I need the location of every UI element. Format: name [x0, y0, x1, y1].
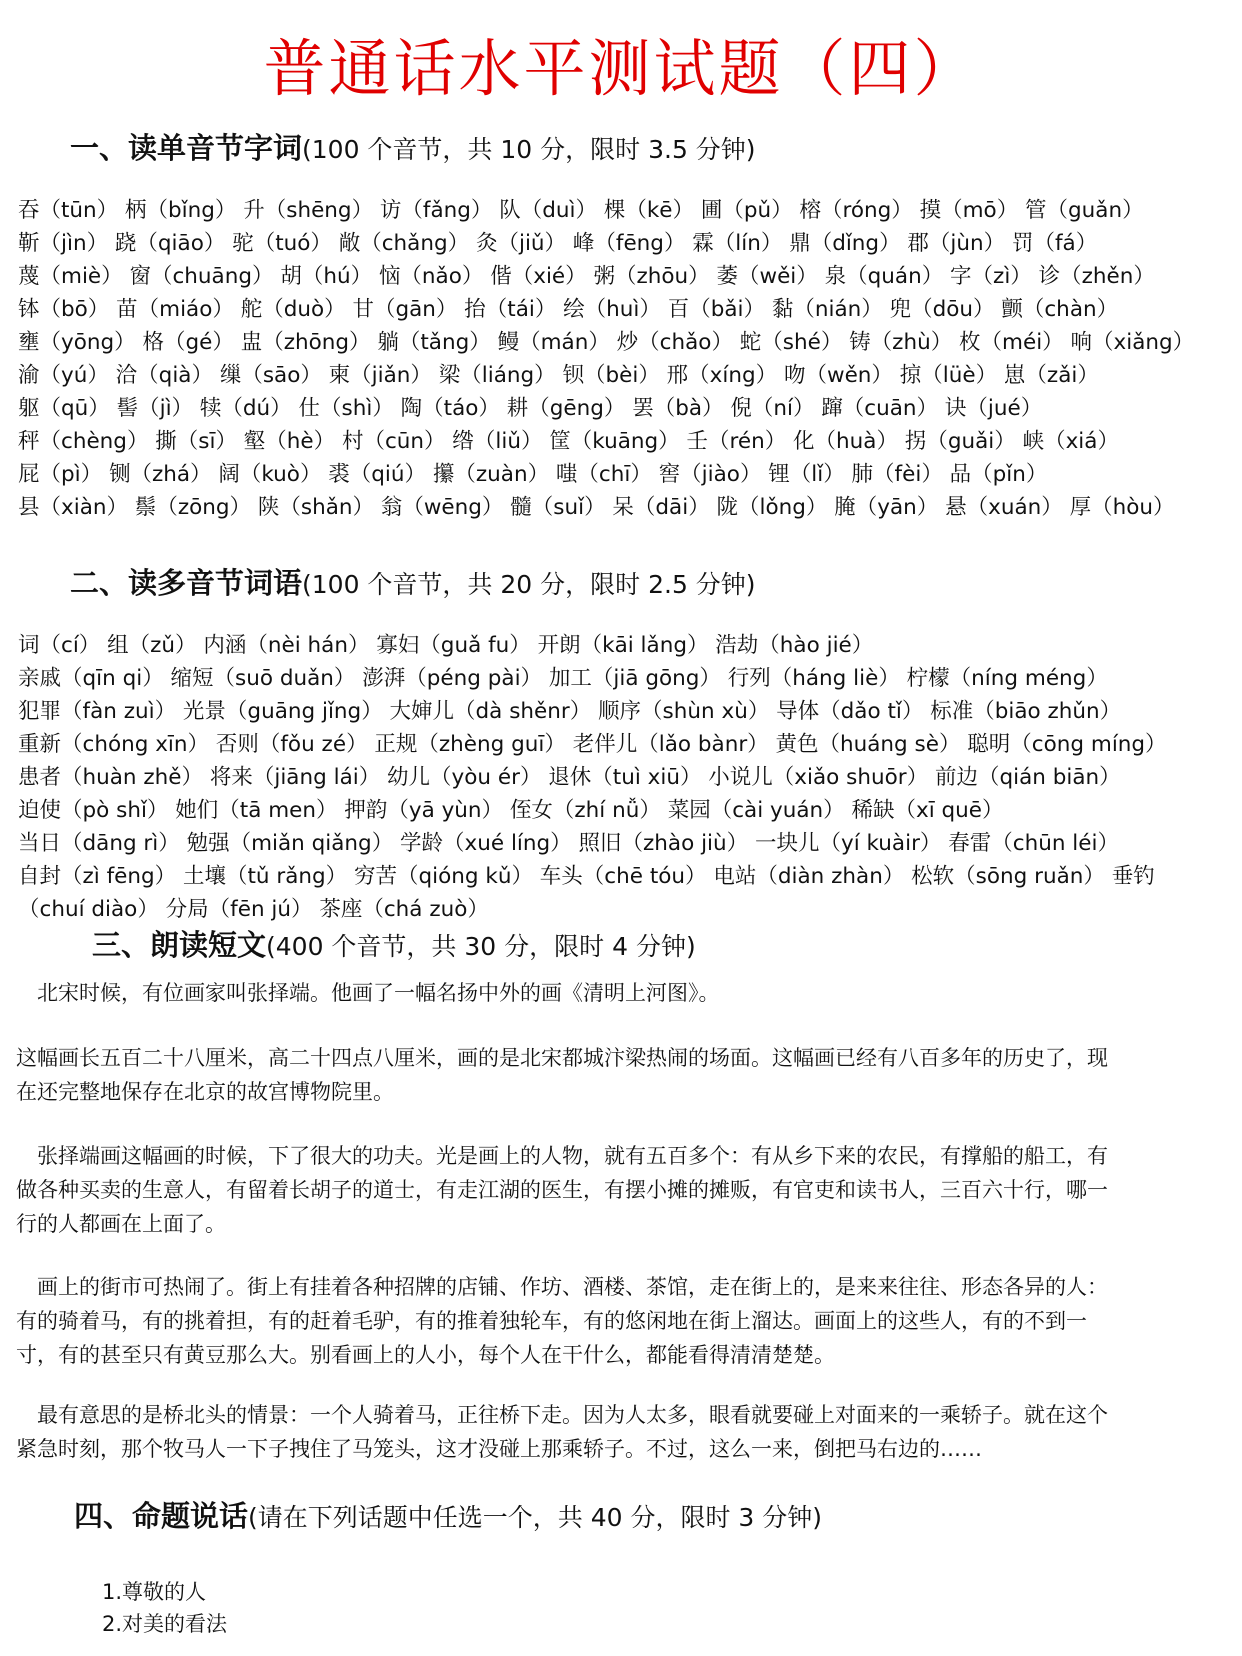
word-line: 吞（tūn） 柄（bǐng） 升（shēng） 访（fǎng） 队（duì） 棵（kē） 圃（pǔ） 榕（róng） 摸（mō） 管（guǎn）: [18, 198, 1144, 223]
section2-heading-label: 二、读多音节词语: [70, 566, 303, 600]
word-line: 患者（huàn zhě） 将来（jiāng lái） 幼儿（yòu ér） 退休（tuì xiū） 小说儿（xiǎo shuōr） 前边（qián biān）: [18, 765, 1121, 790]
section3-heading-label: 三、朗读短文: [92, 928, 267, 962]
section1-heading: [70, 128, 756, 173]
word-line: 自封（zì fēng） 土壤（tǔ rǎng） 穷苦（qióng kǔ） 车头（chē tóu） 电站（diàn zhàn） 松软（sōng ruǎn） 垂钓: [18, 864, 1155, 889]
passage-line: 做各种买卖的生意人，有留着长胡子的道士，有走江湖的医生，有摆小摊的摊贩，有官吏和读书人，三百六十行，哪一: [16, 1178, 1108, 1202]
word-line: 重新（chóng xīn） 否则（fǒu zé） 正规（zhèng guī） 老伴儿（lǎo bànr） 黄色（huáng sè） 聪明（cōng míng）: [18, 732, 1167, 757]
passage-line: 有的骑着马，有的挑着担，有的赶着毛驴，有的推着独轮车，有的悠闲地在街上溜达。画面上的这些人，有的不到一: [16, 1309, 1087, 1333]
passage-line: 紧急时刻，那个牧马人一下子拽住了马笼头，这才没碰上那乘轿子。不过，这么一来，倒把马右边的……: [16, 1437, 982, 1461]
section4-heading-note: (请在下列话题中任选一个，共 40 分，限时 3 分钟): [248, 1503, 823, 1532]
word-line: 靳（jìn） 跷（qiāo） 驼（tuó） 敞（chǎng） 灸（jiǔ） 峰（fēng） 霖（lín） 鼎（dǐng） 郡（jùn） 罚（fá）: [18, 231, 1098, 256]
section3-heading: [92, 925, 696, 970]
passage-paragraph: [16, 1270, 1216, 1372]
word-line: 当日（dāng rì） 勉强（miǎn qiǎng） 学龄（xué líng） 照旧（zhào jiù） 一块儿（yí kuàir） 春雷（chūn léi）: [18, 831, 1119, 856]
passage-paragraph: [16, 1041, 1216, 1109]
word-line: 渝（yú） 洽（qià） 缫（sāo） 柬（jiǎn） 梁（liáng） 钡（bèi） 邢（xíng） 吻（wěn） 掠（lüè） 崽（zǎi）: [18, 363, 1099, 388]
section1-heading-label: 一、读单音节字词: [70, 131, 303, 165]
passage-line: 在还完整地保存在北京的故宫博物院里。: [16, 1080, 394, 1104]
word-line: 屁（pì） 铡（zhá） 阔（kuò） 裘（qiú） 攥（zuàn） 嗤（chī） 窖（jiào） 锂（lǐ） 肺（fèi） 品（pǐn）: [18, 462, 1048, 487]
section1-heading-note: (100 个音节，共 10 分，限时 3.5 分钟): [302, 135, 756, 164]
page-title: 普通话水平测试题（四）: [263, 32, 979, 105]
word-line: 亲戚（qīn qi） 缩短（suō duǎn） 澎湃（péng pài） 加工（jiā gōng） 行列（háng liè） 柠檬（níng méng）: [18, 666, 1108, 691]
passage-line: 寸，有的甚至只有黄豆那么大。别看画上的人小，每个人在干什么，都能看得清清楚楚。: [16, 1343, 835, 1367]
passage-line: 张择端画这幅画的时候，下了很大的功夫。光是画上的人物，就有五百多个：有从乡下来的农民，有撑船的船工，有: [16, 1144, 1108, 1168]
passage-paragraph: [16, 976, 1216, 1010]
section2-heading: [70, 563, 756, 608]
passage-line: 北宋时候，有位画家叫张择端。他画了一幅名扬中外的画《清明上河图》。: [16, 981, 720, 1005]
passage-line: 最有意思的是桥北头的情景：一个人骑着马，正往桥下走。因为人太多，眼看就要碰上对面来的一乘轿子。就在这个: [16, 1403, 1108, 1427]
topic-item: 1.尊敬的人: [102, 1580, 207, 1604]
topic-item: 2.对美的看法: [102, 1612, 228, 1636]
section1-word-list: [18, 194, 1233, 524]
passage-line: 这幅画长五百二十八厘米，高二十四点八厘米，画的是北宋都城汴梁热闹的场面。这幅画已经有八百多年的历史了，现: [16, 1046, 1108, 1070]
word-line: 钵（bō） 苗（miáo） 舵（duò） 甘（gān） 抬（tái） 绘（huì） 百（bǎi） 黏（nián） 兜（dōu） 颤（chàn）: [18, 297, 1119, 322]
word-line: 迫使（pò shǐ） 她们（tā men） 押韵（yā yùn） 侄女（zhí nǚ） 菜园（cài yuán） 稀缺（xī quē）: [18, 798, 1004, 823]
word-line: 词（cí） 组（zǔ） 内涵（nèi hán） 寡妇（guǎ fu） 开朗（kāi lǎng） 浩劫（hào jié）: [18, 633, 874, 658]
word-line: （chuí diào） 分局（fēn jú） 茶座（chá zuò）: [18, 897, 489, 922]
passage-paragraph: [16, 1139, 1216, 1241]
word-line: 壅（yōng） 格（gé） 盅（zhōng） 躺（tǎng） 鳗（mán） 炒（chǎo） 蛇（shé） 铸（zhù） 枚（méi） 响（xiǎng）: [18, 330, 1195, 355]
word-line: 秤（chèng） 撕（sī） 壑（hè） 村（cūn） 绺（liǔ） 筐（kuāng） 壬（rén） 化（huà） 拐（guǎi） 峡（xiá）: [18, 429, 1119, 454]
section2-heading-note: (100 个音节，共 20 分，限时 2.5 分钟): [302, 570, 756, 599]
word-line: 躯（qū） 髻（jì） 犊（dú） 仕（shì） 陶（táo） 耕（gēng） 罢（bà） 倪（ní） 蹿（cuān） 诀（jué）: [18, 396, 1043, 421]
word-line: 县（xiàn） 鬃（zōng） 陕（shǎn） 翁（wēng） 髓（suǐ） 呆（dāi） 陇（lǒng） 腌（yān） 悬（xuán） 厚（hòu）: [18, 495, 1175, 520]
section4-heading: [74, 1496, 822, 1541]
passage-line: 行的人都画在上面了。: [16, 1212, 226, 1236]
section3-heading-note: (400 个音节，共 30 分，限时 4 分钟): [266, 932, 696, 961]
passage-paragraph: [16, 1398, 1216, 1466]
passage-line: 画上的街市可热闹了。街上有挂着各种招牌的店铺、作坊、酒楼、茶馆，走在街上的，是来来往往、形态各异的人：: [16, 1275, 1108, 1299]
section4-heading-label: 四、命题说话: [74, 1499, 249, 1533]
word-line: 蔑（miè） 窗（chuāng） 胡（hú） 恼（nǎo） 偕（xié） 粥（zhōu） 萎（wěi） 泉（quán） 字（zì） 诊（zhěn）: [18, 264, 1155, 289]
word-line: 犯罪（fàn zuì） 光景（guāng jǐng） 大婶儿（dà shěnr） 顺序（shùn xù） 导体（dǎo tǐ） 标准（biāo zhǔn）: [18, 699, 1122, 724]
section2-word-list: [18, 629, 1233, 926]
